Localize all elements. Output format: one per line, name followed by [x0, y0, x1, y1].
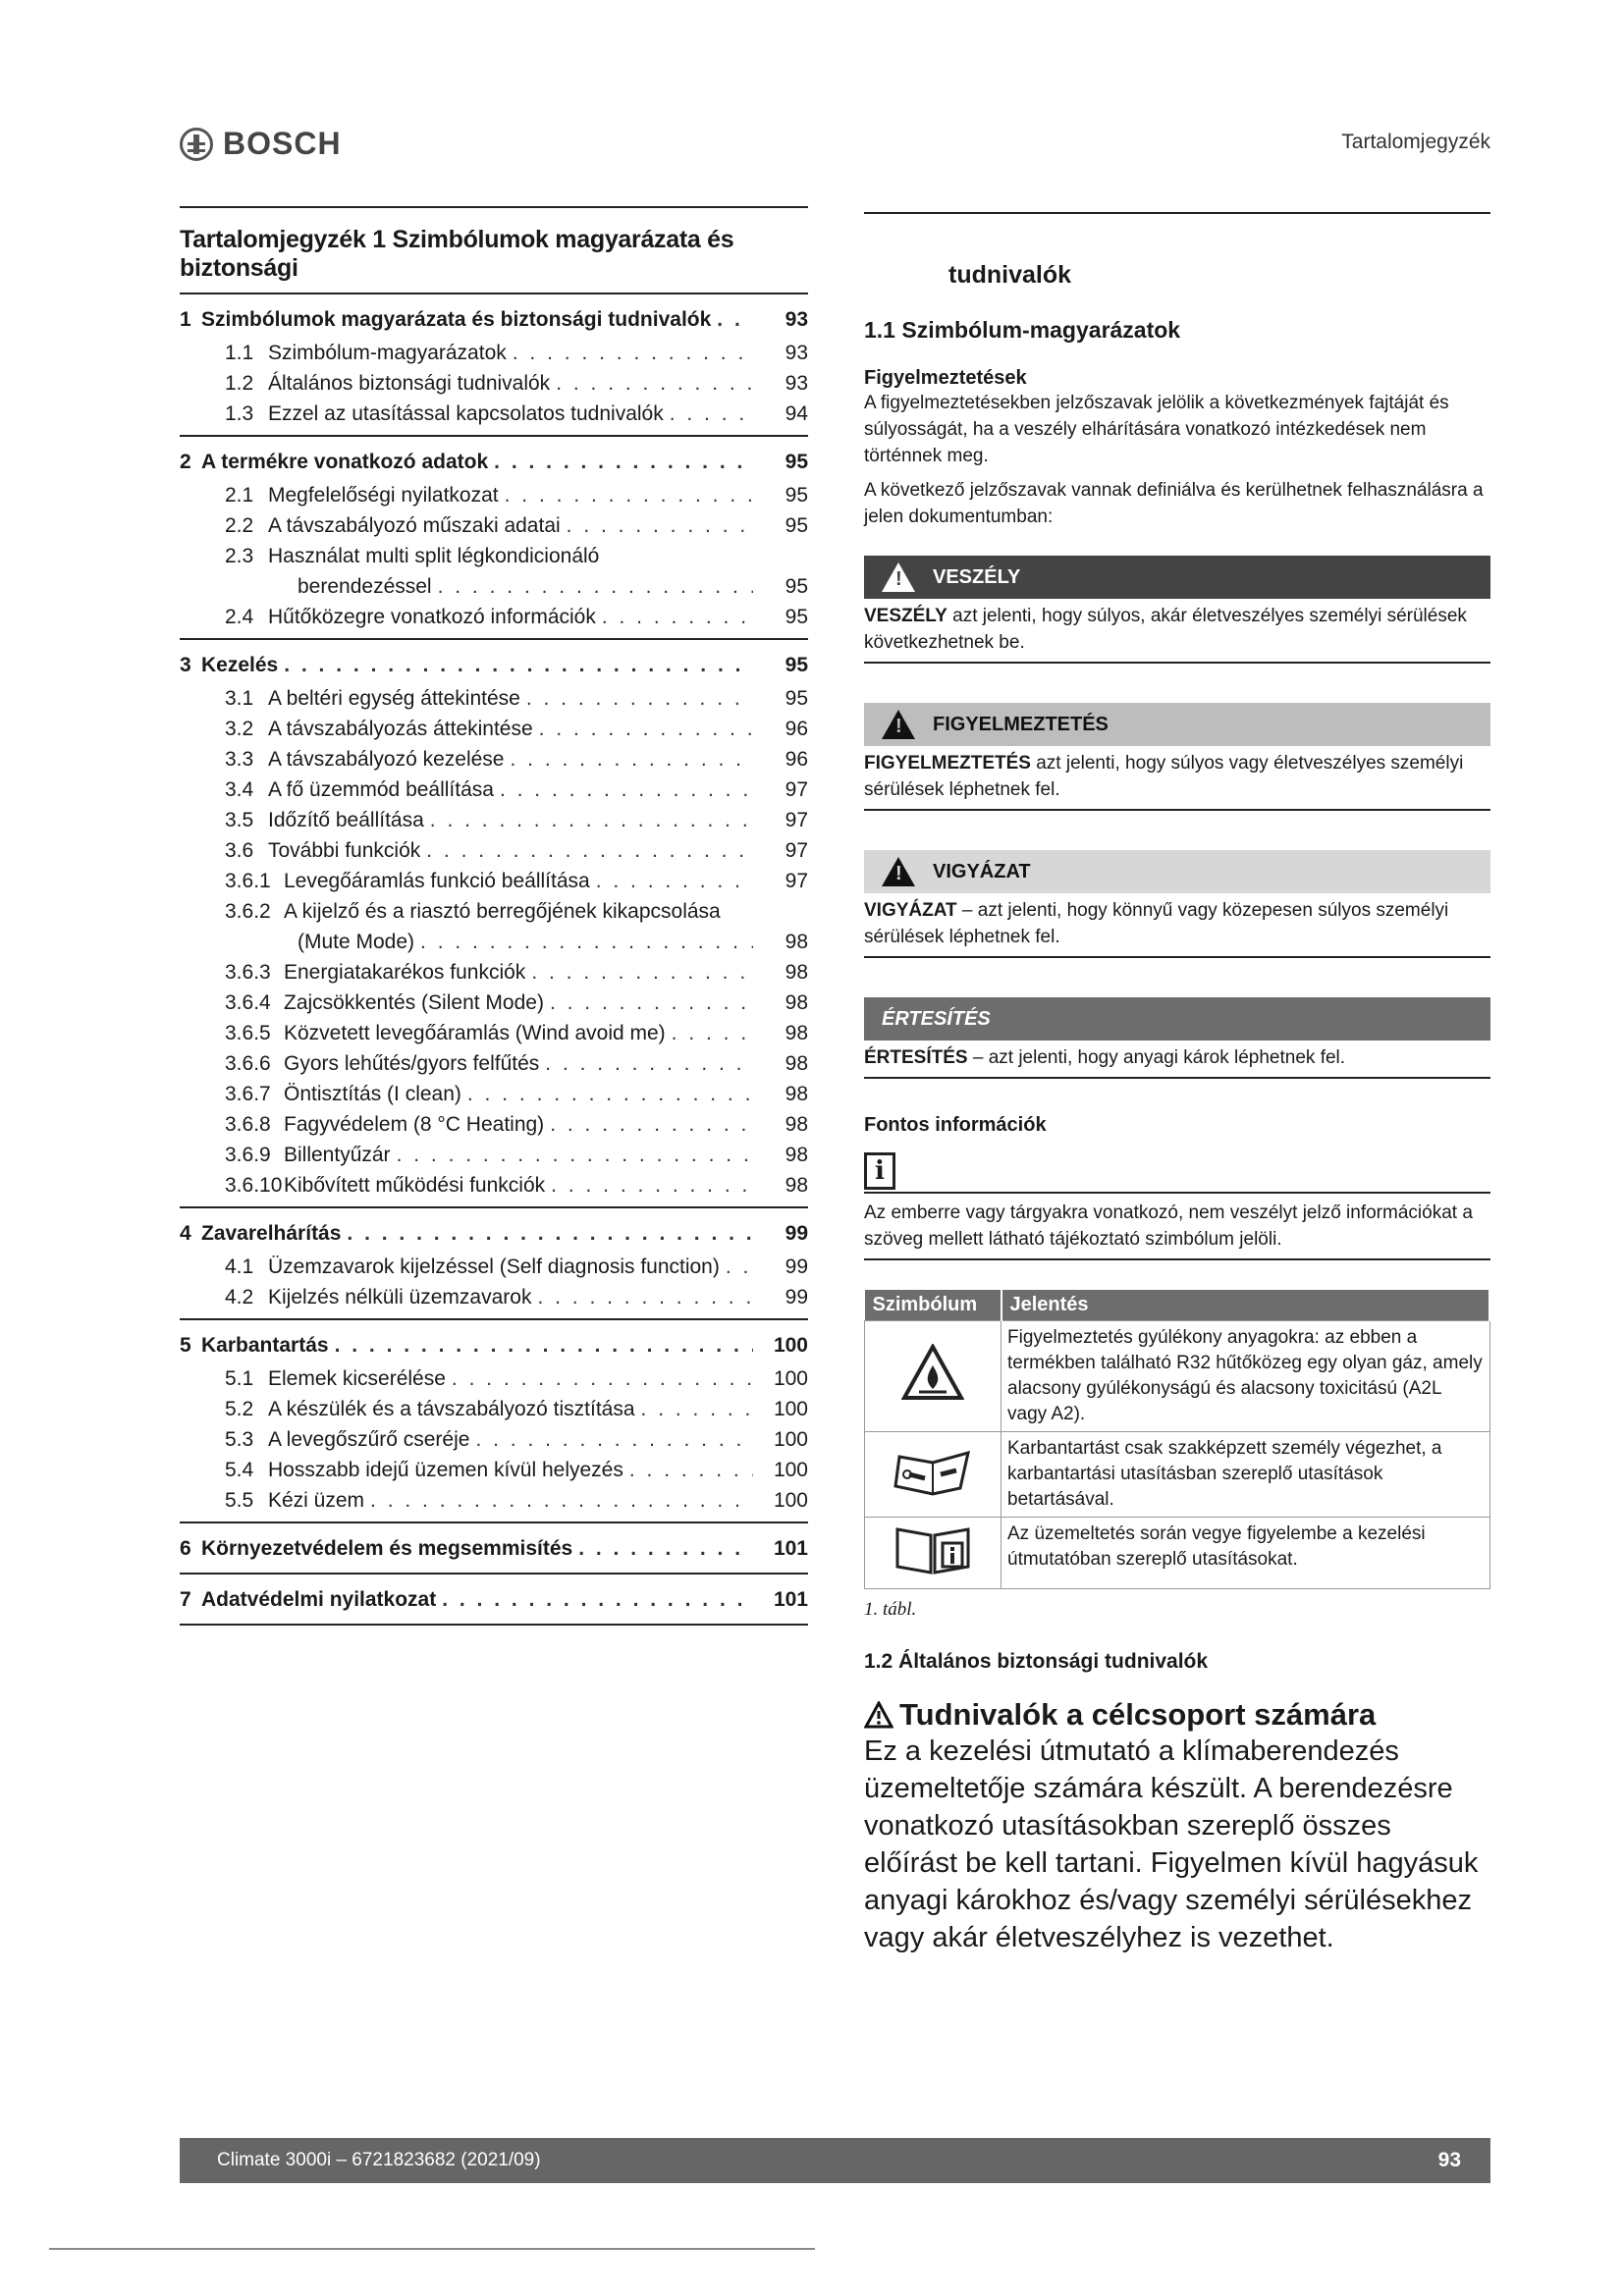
toc-entry[interactable]	[180, 1109, 808, 1140]
caution-word: VIGYÁZAT	[864, 900, 957, 921]
warning-triangle-icon	[882, 857, 915, 886]
toc-page: 95	[785, 514, 808, 537]
toc-number: 5.5	[225, 1489, 254, 1512]
toc-leader	[526, 683, 753, 714]
warning-label: FIGYELMEZTETÉS	[933, 713, 1109, 735]
toc-number: 3.3	[225, 748, 254, 771]
toc-leader	[578, 1531, 753, 1567]
toc-page: 97	[785, 839, 808, 862]
caution-description	[864, 893, 1490, 956]
toc-entry[interactable]	[180, 1455, 808, 1485]
toc-page: 101	[773, 1588, 808, 1611]
toc-label: Szimbólum-magyarázatok	[268, 342, 507, 364]
toc-entry[interactable]	[180, 988, 808, 1018]
toc-chapter	[180, 437, 808, 640]
toc-number: 3.6.4	[225, 991, 271, 1014]
toc-page: 95	[785, 687, 808, 710]
footer-doc-id: Climate 3000i – 6721823682 (2021/09)	[217, 2150, 541, 2170]
toc-leader	[510, 744, 753, 774]
toc-chapter-entry[interactable]	[180, 445, 808, 480]
flammable-warning-icon	[901, 1344, 964, 1401]
toc-leader	[629, 1455, 753, 1485]
warning-bar	[864, 703, 1490, 746]
toc-leader	[513, 338, 753, 368]
toc-chapter-entry[interactable]	[180, 1328, 808, 1363]
toc-number: 1.2	[225, 372, 254, 395]
toc-label: Kezelés	[201, 654, 279, 676]
toc-number: 6	[180, 1537, 191, 1560]
toc-entry[interactable]	[180, 1018, 808, 1048]
table-caption: 1. tábl.	[864, 1599, 917, 1620]
warning-triangle-icon	[882, 710, 915, 739]
toc-label: Használat multi split légkondicionáló	[268, 545, 600, 567]
toc-number: 3.4	[225, 778, 254, 801]
toc-label: Időzítő beállítása	[268, 809, 424, 831]
info-line	[864, 1152, 1490, 1194]
toc-page: 96	[785, 748, 808, 771]
toc-entry[interactable]	[180, 399, 808, 429]
meaning-cell: Figyelmeztetés gyúlékony anyagokra: az ebben a termékben található R32 hűtőközeg egy olyan gáz, amely alacsony gyúlékonyságú és alacsony toxicitású (A2L vagy A2).	[1001, 1321, 1490, 1432]
warning-word: FIGYELMEZTETÉS	[864, 753, 1031, 774]
danger-box	[864, 556, 1490, 664]
toc-entry[interactable]	[180, 1252, 808, 1282]
toc-number: 3.6.9	[225, 1144, 271, 1166]
brand-name: BOSCH	[223, 126, 342, 161]
toc-page: 93	[785, 372, 808, 395]
toc-page: 100	[773, 1459, 808, 1481]
footer-bar	[180, 2138, 1490, 2183]
toc-page: 94	[785, 402, 808, 425]
toc-number: 2.2	[225, 514, 254, 537]
toc-page: 98	[785, 1144, 808, 1166]
toc-label: Kibővített működési funkciók	[284, 1174, 546, 1197]
toc-number: 2.3	[225, 545, 254, 567]
toc-entry[interactable]	[180, 683, 808, 714]
toc-label: Üzemzavarok kijelzéssel (Self diagnosis function)	[268, 1255, 720, 1278]
danger-word: VESZÉLY	[864, 606, 947, 626]
warnings-paragraph-1: A figyelmeztetésekben jelzőszavak jelölik a következmények fajtáját és súlyosságát, ha a veszély elhárítására vonatkozó intézkedések nem történnek meg.	[864, 393, 1449, 466]
danger-bar	[864, 556, 1490, 599]
toc-number: 3.6.6	[225, 1052, 271, 1075]
toc-entry[interactable]	[180, 805, 808, 835]
toc-leader	[551, 1170, 753, 1201]
toc-entry[interactable]	[180, 1485, 808, 1516]
caution-box	[864, 850, 1490, 958]
toc-number: 3.6.7	[225, 1083, 271, 1105]
toc-page: 95	[785, 606, 808, 628]
toc-entry[interactable]	[180, 835, 808, 866]
toc-entry[interactable]	[180, 1170, 808, 1201]
toc-chapter-entry[interactable]	[180, 1216, 808, 1252]
toc-label: Energiatakarékos funkciók	[284, 961, 526, 984]
toc-label: Levegőáramlás funkció beállítása	[284, 870, 590, 892]
toc-leader	[467, 1079, 753, 1109]
notice-box	[864, 997, 1490, 1079]
toc-label: A levegőszűrő cseréje	[268, 1428, 470, 1451]
toc-label: berendezéssel	[298, 575, 432, 598]
toc-chapter	[180, 1320, 808, 1523]
toc-page: 98	[785, 961, 808, 984]
toc-entry[interactable]	[180, 774, 808, 805]
toc-label: Adatvédelmi nyilatkozat	[201, 1588, 437, 1611]
toc-number: 3	[180, 654, 191, 676]
toc-label: Gyors lehűtés/gyors felfűtés	[284, 1052, 540, 1075]
toc-leader	[556, 368, 753, 399]
danger-label: VESZÉLY	[933, 565, 1021, 588]
toc-entry[interactable]	[180, 1394, 808, 1424]
info-icon: i	[864, 1152, 895, 1190]
col-symbol-header: Szimbólum	[865, 1290, 1001, 1321]
toc-label: Fagyvédelem (8 °C Heating)	[284, 1113, 545, 1136]
section-1-1-title: 1.1 Szimbólum-magyarázatok	[864, 317, 1181, 343]
toc-number: 5	[180, 1334, 191, 1357]
toc-page: 100	[773, 1367, 808, 1390]
toc-entry[interactable]	[180, 510, 808, 541]
toc-label: Hűtőközegre vonatkozó információk	[268, 606, 596, 628]
toc-label: A távszabályozó műszaki adatai	[268, 514, 561, 537]
danger-text: azt jelenti, hogy súlyos, akár életveszélyes személyi sérülések következhetnek be.	[864, 606, 1467, 653]
service-manual-icon	[892, 1445, 974, 1496]
toc-label: Kijelzés nélküli üzemzavarok	[268, 1286, 532, 1308]
toc-title: Tartalomjegyzék 1 Szimbólumok magyarázata és biztonsági	[180, 206, 808, 294]
toc-chapter	[180, 1208, 808, 1320]
toc-entry[interactable]	[180, 1140, 808, 1170]
toc-page: 95	[785, 575, 808, 598]
symbol-cell	[865, 1518, 1001, 1589]
toc-page: 97	[785, 809, 808, 831]
toc-number: 3.2	[225, 718, 254, 740]
warnings-title: Figyelmeztetések	[864, 367, 1027, 389]
table-row	[865, 1518, 1490, 1589]
footer-page-number: 93	[1437, 2149, 1461, 2171]
toc-page: 93	[785, 342, 808, 364]
toc-label: Általános biztonsági tudnivalók	[268, 372, 551, 395]
meaning-cell: Az üzemeltetés során vegye figyelembe a kezelési útmutatóban szereplő utasításokat.	[1001, 1518, 1490, 1589]
toc-leader	[539, 714, 753, 744]
notice-description	[864, 1041, 1490, 1077]
notice-bar	[864, 997, 1490, 1041]
toc-number: 1.3	[225, 402, 254, 425]
toc-entry[interactable]	[180, 1282, 808, 1312]
toc-page: 99	[785, 1255, 808, 1278]
toc-leader	[726, 1252, 753, 1282]
warning-box	[864, 703, 1490, 811]
toc-label: A beltéri egység áttekintése	[268, 687, 520, 710]
toc-number: 3.1	[225, 687, 254, 710]
warning-triangle-icon	[864, 1701, 893, 1729]
toc-page: 97	[785, 778, 808, 801]
toc-leader	[596, 866, 753, 896]
toc-page: 98	[785, 1052, 808, 1075]
toc-entry[interactable]	[180, 1079, 808, 1109]
caution-text: – azt jelenti, hogy könnyű vagy közepesen súlyos személyi sérülések léphetnek fel.	[864, 900, 1449, 947]
continued-heading: tudnivalók	[948, 261, 1072, 289]
toc-label: A fő üzemmód beállítása	[268, 778, 494, 801]
toc-leader	[550, 988, 753, 1018]
toc-label: Karbantartás	[201, 1334, 329, 1357]
meaning-cell: Karbantartást csak szakképzett személy végezhet, a karbantartási utasításban szereplő utasítások betartásával.	[1001, 1432, 1490, 1518]
toc-leader	[505, 480, 753, 510]
toc-chapter-entry[interactable]	[180, 1582, 808, 1618]
toc-entry-continued[interactable]	[180, 571, 808, 602]
toc-entry[interactable]	[180, 957, 808, 988]
toc-leader	[670, 399, 753, 429]
toc-entry[interactable]	[180, 1363, 808, 1394]
bosch-logo	[180, 126, 342, 162]
toc-page: 98	[785, 1022, 808, 1044]
toc-page: 98	[785, 1113, 808, 1136]
toc-entry[interactable]	[180, 1424, 808, 1455]
toc-leader	[672, 1018, 753, 1048]
symbol-cell	[865, 1321, 1001, 1432]
table-row	[865, 1321, 1490, 1432]
toc-number: 3.6.5	[225, 1022, 271, 1044]
toc-label: Zajcsökkentés (Silent Mode)	[284, 991, 544, 1014]
toc-leader	[452, 1363, 753, 1394]
toc-number: 3.5	[225, 809, 254, 831]
toc-page: 96	[785, 718, 808, 740]
toc-number: 3.6.1	[225, 870, 271, 892]
toc-leader	[550, 1109, 753, 1140]
toc-label: A kijelző és a riasztó berregőjének kikapcsolása	[284, 900, 721, 923]
toc-chapter	[180, 1575, 808, 1626]
toc-number: 7	[180, 1588, 191, 1611]
symbol-table	[864, 1290, 1490, 1589]
toc-leader	[500, 774, 753, 805]
toc-page: 95	[785, 484, 808, 507]
caution-label: VIGYÁZAT	[933, 860, 1031, 882]
toc-label: Szimbólumok magyarázata és biztonsági tudnivalók	[201, 308, 712, 331]
right-column	[864, 212, 1490, 1956]
toc-label: Elemek kicserélése	[268, 1367, 446, 1390]
toc-page: 95	[785, 654, 808, 676]
toc-label: Környezetvédelem és megsemmisítés	[201, 1537, 573, 1560]
toc-number: 3.6	[225, 839, 254, 862]
toc-label: Közvetett levegőáramlás (Wind avoid me)	[284, 1022, 666, 1044]
operating-manual-icon	[892, 1522, 974, 1576]
toc-leader	[545, 1048, 753, 1079]
top-divider	[864, 212, 1490, 214]
toc-entry[interactable]	[180, 338, 808, 368]
toc-chapter	[180, 294, 808, 437]
toc-entry[interactable]	[180, 541, 808, 571]
notice-text: – azt jelenti, hogy anyagi károk léphetnek fel.	[967, 1047, 1346, 1068]
toc-number: 1	[180, 308, 191, 331]
bottom-divider	[49, 2248, 815, 2250]
toc-label: A termékre vonatkozó adatok	[201, 451, 489, 473]
toc-number: 5.3	[225, 1428, 254, 1451]
toc-page: 100	[773, 1489, 808, 1512]
toc-entry[interactable]	[180, 368, 808, 399]
toc-leader	[284, 648, 753, 683]
toc-number: 3.6.10	[225, 1174, 283, 1197]
toc-number: 5.2	[225, 1398, 254, 1420]
toc-leader	[335, 1328, 753, 1363]
toc-number: 2	[180, 451, 191, 473]
toc-chapter-entry[interactable]	[180, 302, 808, 338]
toc-leader	[602, 602, 753, 632]
toc-page: 98	[785, 991, 808, 1014]
toc-label: Kézi üzem	[268, 1489, 365, 1512]
toc-page: 100	[773, 1398, 808, 1420]
toc-page: 99	[785, 1222, 808, 1245]
toc-number: 2.4	[225, 606, 254, 628]
toc-leader	[438, 571, 753, 602]
toc-label: A készülék és a távszabályozó tisztítása	[268, 1398, 635, 1420]
toc-chapter-entry[interactable]	[180, 1531, 808, 1567]
toc-number: 3.6.8	[225, 1113, 271, 1136]
important-title: Fontos információk	[864, 1114, 1047, 1136]
toc-page: 98	[785, 931, 808, 953]
warning-description	[864, 746, 1490, 809]
toc-leader	[567, 510, 753, 541]
warning-text: azt jelenti, hogy súlyos vagy életveszélyes személyi sérülések léphetnek fel.	[864, 753, 1464, 800]
toc-number: 4.2	[225, 1286, 254, 1308]
toc-leader	[494, 445, 753, 480]
toc-number: 4	[180, 1222, 191, 1245]
toc-page: 99	[785, 1286, 808, 1308]
toc-leader	[426, 835, 753, 866]
toc-number: 4.1	[225, 1255, 254, 1278]
toc-page: 101	[773, 1537, 808, 1560]
toc-entry-continued[interactable]	[180, 927, 808, 957]
toc-page: 97	[785, 870, 808, 892]
toc-label: Zavarelhárítás	[201, 1222, 342, 1245]
toc-chapter	[180, 1523, 808, 1575]
toc-chapter	[180, 640, 808, 1208]
toc-entry[interactable]	[180, 744, 808, 774]
toc-page: 98	[785, 1174, 808, 1197]
notice-label: ÉRTESÍTÉS	[882, 1007, 991, 1030]
target-heading	[864, 1697, 1490, 1733]
danger-description	[864, 599, 1490, 662]
important-text: Az emberre vagy tárgyakra vonatkozó, nem veszélyt jelző információkat a szöveg mellett látható tájékoztató szimbólum jelöli.	[864, 1194, 1490, 1260]
toc-page: 95	[785, 451, 808, 473]
toc-number: 1.1	[225, 342, 254, 364]
toc-entry[interactable]	[180, 1048, 808, 1079]
toc-entry[interactable]	[180, 602, 808, 632]
toc-label: Hosszabb idejű üzemen kívül helyezés	[268, 1459, 623, 1481]
toc-number: 2.1	[225, 484, 254, 507]
warning-triangle-icon	[882, 562, 915, 592]
table-of-contents	[180, 206, 808, 1626]
table-row	[865, 1432, 1490, 1518]
toc-leader	[537, 1282, 753, 1312]
toc-chapters	[180, 294, 808, 1626]
toc-entry[interactable]	[180, 866, 808, 896]
toc-leader	[717, 302, 753, 338]
toc-entry[interactable]	[180, 896, 808, 927]
section-1-2-title: 1.2 Általános biztonsági tudnivalók	[864, 1650, 1209, 1673]
toc-leader	[641, 1394, 753, 1424]
toc-leader	[370, 1485, 753, 1516]
toc-number: 5.4	[225, 1459, 254, 1481]
toc-label: A távszabályozó kezelése	[268, 748, 505, 771]
toc-chapter-entry[interactable]	[180, 648, 808, 683]
toc-label: További funkciók	[268, 839, 421, 862]
symbol-cell	[865, 1432, 1001, 1518]
toc-entry[interactable]	[180, 714, 808, 744]
toc-number: 5.1	[225, 1367, 254, 1390]
toc-label: Billentyűzár	[284, 1144, 391, 1166]
toc-entry[interactable]	[180, 480, 808, 510]
toc-label: A távszabályozás áttekintése	[268, 718, 533, 740]
col-meaning-header: Jelentés	[1001, 1290, 1490, 1321]
toc-number: 3.6.3	[225, 961, 271, 984]
toc-leader	[475, 1424, 753, 1455]
toc-leader	[420, 927, 753, 957]
caution-bar	[864, 850, 1490, 893]
toc-leader	[397, 1140, 753, 1170]
toc-page: 98	[785, 1083, 808, 1105]
toc-leader	[347, 1216, 753, 1252]
bosch-armature-icon	[180, 128, 213, 161]
toc-label: Öntisztítás (I clean)	[284, 1083, 461, 1105]
target-title: Tudnivalók a célcsoport számára	[899, 1697, 1377, 1732]
notice-word: ÉRTESÍTÉS	[864, 1047, 968, 1068]
toc-leader	[531, 957, 753, 988]
toc-leader	[430, 805, 753, 835]
warnings-paragraph-2: A következő jelzőszavak vannak definiálva és kerülhetnek felhasználásra a jelen dokumentumban:	[864, 480, 1484, 527]
target-text: Ez a kezelési útmutató a klímaberendezés üzemeltetője számára készült. A berendezésre vonatkozó utasításokban szereplő összes előírást be kell tartani. Figyelmen kívül hagyásuk anyagi károkhoz és/vagy személyi sérülésekhez vagy akár életveszélyhez is vezethet.	[864, 1735, 1479, 1953]
toc-label: Ezzel az utasítással kapcsolatos tudnivalók	[268, 402, 664, 425]
toc-page: 100	[773, 1428, 808, 1451]
toc-label: Megfelelőségi nyilatkozat	[268, 484, 499, 507]
toc-number: 3.6.2	[225, 900, 271, 923]
toc-page: 93	[785, 308, 808, 331]
toc-leader	[442, 1582, 753, 1618]
toc-label: (Mute Mode)	[298, 931, 415, 953]
toc-page: 100	[773, 1334, 808, 1357]
header-section-title: Tartalomjegyzék	[1341, 131, 1490, 153]
